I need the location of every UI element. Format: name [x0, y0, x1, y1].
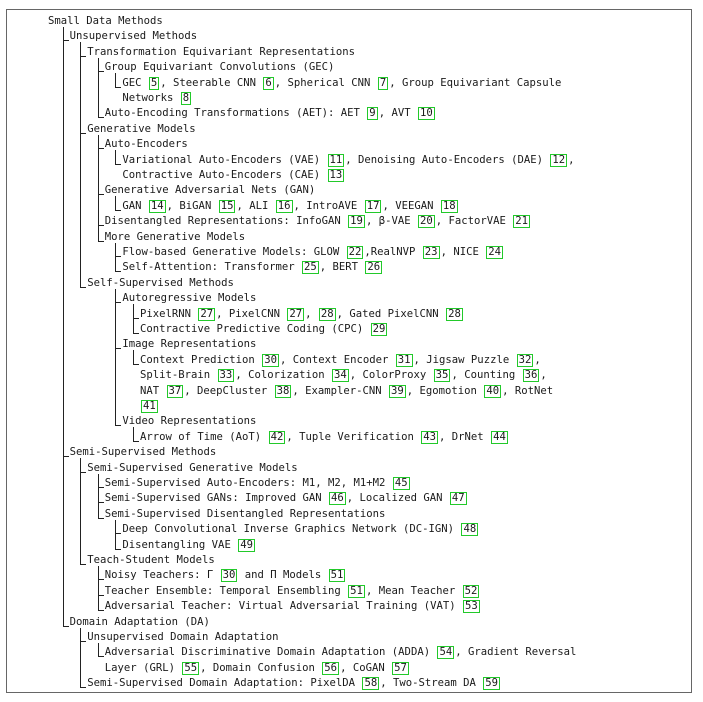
tree-node: [105, 138, 188, 150]
citation-box: 46: [331, 492, 344, 505]
tree-node: [105, 600, 481, 613]
tree-branch-connector: [63, 626, 69, 627]
tree-node: [105, 107, 436, 120]
tree-trunk-connector: [98, 566, 99, 610]
tree-node: [122, 169, 345, 182]
node-text: , PixelCNN: [216, 307, 287, 320]
tree-root-label: [48, 15, 163, 27]
node-text: Auto-Encoders: [104, 138, 188, 151]
node-text: , Gradient Reversal: [455, 646, 577, 659]
citation-box: 19: [350, 215, 363, 228]
citation-box: 51: [330, 569, 344, 582]
node-text: Contractive Auto-Encoders (CAE): [122, 169, 327, 181]
tree-branch-connector: [98, 117, 104, 118]
citation-box: 35: [435, 369, 449, 382]
tree-branch-connector: [98, 241, 104, 242]
citation-box: 13: [329, 169, 343, 181]
node-text: , Mean Teacher: [365, 584, 462, 597]
node-text: Teacher Ensemble: Temporal Ensembling: [104, 584, 348, 597]
citation-box: 8: [182, 92, 190, 104]
citation-box: 55: [184, 661, 198, 674]
citation-box: 31: [397, 353, 411, 366]
tree-node: [122, 292, 256, 304]
tree-trunk-connector: [115, 73, 116, 86]
tree-node: [105, 477, 411, 490]
citation-box: 27: [200, 307, 214, 320]
node-text: , VEEGAN: [382, 199, 440, 212]
node-text: , ColorProxy: [349, 369, 433, 382]
node-text: Domain Adaptation (DA): [69, 615, 210, 628]
tree-node: [70, 30, 198, 42]
node-text: Auto-Encoding Transformations (AET): AET: [104, 107, 367, 120]
tree-branch-connector: [80, 287, 86, 288]
node-text: Split-Brain: [140, 369, 217, 382]
tree-node: [105, 662, 410, 675]
node-text: , ALI: [236, 199, 275, 212]
tree-node: [105, 492, 468, 505]
citation-box: 22: [348, 246, 362, 258]
node-text: ,: [568, 153, 575, 166]
node-text: Deep Convolutional Inverse Graphics Network (DC-IGN): [122, 523, 461, 536]
citation-box: 49: [240, 538, 253, 551]
citation-box: 30: [264, 353, 277, 366]
tree-node: [87, 631, 278, 643]
citation-box: 34: [333, 369, 347, 382]
citation-box: 54: [439, 646, 453, 659]
tree-trunk-connector: [98, 58, 99, 118]
tree-node: [105, 184, 315, 196]
citation-box: 5: [150, 76, 158, 89]
citation-box: 47: [451, 492, 465, 505]
tree-branch-connector: [133, 364, 139, 365]
node-text: , BiGAN: [166, 199, 218, 212]
node-text: , Context Encoder: [279, 353, 395, 366]
node-text: Adversarial Teacher: Virtual Adversarial Training (VAT): [104, 600, 462, 613]
tree-branch-connector: [115, 271, 121, 272]
tree-branch-connector: [98, 518, 104, 519]
node-text: , Group Equivariant Capsule: [389, 76, 562, 89]
citation-box: 29: [372, 323, 386, 335]
node-text: NAT: [140, 384, 166, 397]
node-text: , Localized GAN: [346, 492, 449, 505]
tree-node: [122, 92, 192, 105]
citation-box: 57: [394, 661, 407, 674]
node-text: , Tuple Verification: [286, 430, 421, 443]
node-text: Variational Auto-Encoders (VAE): [122, 153, 327, 166]
node-text: Arrow of Time (AoT): [140, 430, 268, 443]
node-text: , RotNet: [502, 384, 554, 397]
citation-box: 9: [369, 107, 376, 120]
tree-node: [87, 554, 215, 566]
citation-box: 41: [143, 400, 156, 412]
tree-trunk-connector: [115, 150, 116, 163]
tree-node: [87, 123, 195, 135]
node-text: Noisy Teachers: Γ: [104, 569, 220, 582]
node-text: , Domain Confusion: [200, 661, 322, 674]
tree-node: [122, 200, 458, 213]
citation-box: 11: [329, 153, 343, 166]
citation-box: 58: [364, 677, 378, 690]
node-text: , Counting: [451, 369, 522, 382]
tree-node: [87, 677, 501, 690]
tree-branch-connector: [115, 210, 121, 211]
tree-node: [105, 508, 386, 520]
node-text: , BERT: [319, 261, 365, 274]
node-text: , Denoising Auto-Encoders (DAE): [345, 153, 550, 166]
citation-box: 17: [366, 199, 380, 212]
citation-box: 42: [270, 430, 284, 443]
citation-box: 48: [463, 523, 477, 536]
node-text: Group Equivariant Convolutions (GEC): [104, 61, 335, 74]
tree-node: [70, 446, 217, 458]
citation-box: 25: [303, 261, 317, 274]
citation-box: 36: [524, 369, 538, 382]
tree-node: [122, 246, 504, 259]
citation-box: 14: [150, 199, 164, 212]
tree-node: [122, 415, 256, 427]
citation-box: 21: [515, 215, 529, 228]
node-text: , Steerable CNN: [160, 76, 263, 89]
tree-branch-connector: [115, 425, 121, 426]
tree-trunk-connector: [80, 42, 81, 286]
tree-node: [140, 323, 388, 336]
node-text: , Colorization: [235, 369, 331, 382]
tree-trunk-connector: [98, 643, 99, 656]
citation-box: 30: [222, 569, 236, 582]
citation-box: 39: [391, 384, 404, 397]
tree-node: [105, 646, 577, 659]
citation-box: 40: [486, 384, 500, 397]
citation-box: 18: [442, 199, 456, 212]
citation-box: 12: [552, 153, 566, 166]
node-text: and Π Models: [238, 569, 328, 582]
node-text: ,: [534, 353, 541, 366]
citation-box: 7: [379, 76, 387, 89]
tree-trunk-connector: [115, 289, 116, 426]
citation-box: 56: [324, 661, 338, 674]
citation-box: 32: [518, 353, 532, 366]
node-text: , Exampler-CNN: [292, 384, 389, 397]
node-text: Semi-Supervised Domain Adaptation: PixelDA: [87, 677, 362, 690]
node-text: , NICE: [440, 246, 486, 258]
tree-trunk-connector: [63, 27, 64, 626]
citation-box: 10: [419, 107, 433, 120]
node-text: , IntroAVE: [293, 199, 364, 212]
node-text: Self-Supervised Methods: [87, 276, 234, 289]
node-text: Unsupervised Domain Adaptation: [87, 631, 279, 643]
tree-trunk-connector: [133, 427, 134, 440]
tree-branch-connector: [115, 164, 121, 165]
node-text: , β-VAE: [365, 215, 417, 228]
node-text: Small Data Methods: [48, 15, 163, 27]
tree-branch-connector: [98, 656, 104, 657]
node-text: Adversarial Discriminative Domain Adaptation (ADDA): [104, 646, 437, 659]
tree-branch-connector: [133, 333, 139, 334]
node-text: Autoregressive Models: [122, 292, 257, 305]
node-text: Disentangled Representations: InfoGAN: [104, 215, 348, 228]
citation-box: 23: [424, 246, 438, 258]
node-text: Teach-Student Models: [87, 554, 215, 566]
node-text: , CoGAN: [340, 661, 392, 674]
node-text: ,RealNVP: [364, 246, 422, 258]
tree-trunk-connector: [115, 196, 116, 209]
citation-box: 45: [394, 477, 408, 489]
taxonomy-figure: [6, 9, 692, 693]
citation-box: 53: [464, 600, 478, 613]
citation-box: 38: [276, 384, 290, 397]
node-text: Transformation Equivariant Representations: [87, 45, 356, 58]
tree-trunk-connector: [80, 458, 81, 564]
node-text: Generative Models: [87, 122, 196, 135]
citation-box: 15: [220, 199, 234, 212]
node-text: Layer (GRL): [104, 661, 182, 674]
node-text: GEC: [122, 76, 148, 89]
tree-node: [140, 431, 509, 444]
node-text: , Two-Stream DA: [380, 677, 483, 690]
tree-branch-connector: [115, 87, 121, 88]
tree-node: [122, 77, 561, 90]
citation-box: 28: [448, 307, 461, 320]
node-text: PixelRNN: [140, 307, 198, 320]
node-text: , DeepCluster: [184, 384, 274, 397]
node-text: , Jigsaw Puzzle: [413, 353, 516, 366]
tree-trunk-connector: [98, 474, 99, 518]
citation-box: 51: [350, 584, 363, 597]
node-text: More Generative Models: [104, 230, 246, 243]
node-text: , Gated PixelCNN: [336, 307, 446, 320]
node-text: Semi-Supervised GANs: Improved GAN: [104, 492, 329, 505]
node-text: Networks: [122, 92, 180, 104]
node-text: , DrNet: [439, 430, 491, 443]
tree-trunk-connector: [80, 628, 81, 688]
citation-box: 24: [488, 246, 501, 258]
tree-node: [105, 585, 481, 598]
citation-box: 6: [265, 76, 272, 89]
tree-node: [105, 569, 347, 582]
node-text: , Egomotion: [406, 384, 484, 397]
node-text: ,: [540, 369, 547, 382]
tree-node: [87, 462, 297, 474]
tree-branch-connector: [133, 441, 139, 442]
node-text: Semi-Supervised Disentangled Representations: [104, 507, 386, 520]
citation-box: 59: [485, 677, 499, 690]
citation-box: 52: [464, 584, 478, 597]
node-text: Context Prediction: [140, 353, 262, 366]
tree-node: [122, 523, 479, 536]
tree-node: [140, 385, 553, 398]
node-text: , FactorVAE: [435, 215, 513, 228]
node-text: Semi-Supervised Auto-Encoders: M1, M2, M1+M2: [104, 477, 392, 489]
tree-node: [122, 539, 256, 552]
citation-box: 27: [289, 307, 303, 320]
citation-box: 43: [423, 430, 437, 443]
tree-node: [87, 46, 355, 58]
tree-node: [105, 61, 335, 73]
node-text: , AVT: [378, 107, 417, 120]
tree-trunk-connector: [133, 350, 134, 363]
tree-node: [87, 277, 234, 289]
citation-box: 20: [419, 215, 433, 228]
tree-node: [140, 369, 547, 382]
tree-node: [140, 354, 541, 367]
tree-trunk-connector: [115, 520, 116, 549]
node-text: Video Representations: [122, 415, 257, 428]
node-text: Semi-Supervised Generative Models: [87, 461, 298, 474]
tree-node: [105, 215, 531, 228]
node-text: ,: [305, 307, 318, 320]
tree-trunk-connector: [115, 243, 116, 272]
tree-branch-connector: [98, 610, 104, 611]
tree-node: [105, 231, 245, 243]
node-text: Flow-based Generative Models: GLOW: [122, 246, 346, 258]
node-text: Disentangling VAE: [122, 538, 238, 551]
citation-box: 33: [219, 369, 233, 382]
tree-branch-connector: [80, 687, 86, 688]
tree-node: [140, 400, 159, 413]
tree-node: [140, 308, 464, 321]
tree-node: [70, 616, 210, 628]
tree-trunk-connector: [98, 135, 99, 241]
tree-branch-connector: [115, 549, 121, 550]
citation-box: 16: [277, 199, 291, 212]
node-text: Semi-Supervised Methods: [69, 446, 217, 459]
node-text: Self-Attention: Transformer: [122, 261, 301, 274]
citation-box: 44: [493, 430, 506, 443]
tree-node: [122, 154, 574, 167]
tree-node: [122, 261, 383, 274]
tree-trunk-connector: [133, 304, 134, 333]
citation-box: 28: [320, 307, 334, 320]
node-text: Contractive Predictive Coding (CPC): [140, 323, 370, 335]
node-text: Unsupervised Methods: [69, 30, 198, 43]
node-text: Image Representations: [122, 338, 257, 351]
tree-node: [122, 338, 256, 350]
citation-box: 37: [168, 384, 182, 397]
citation-box: 26: [367, 261, 381, 274]
node-text: , Spherical CNN: [274, 76, 377, 89]
node-text: Generative Adversarial Nets (GAN): [104, 184, 316, 197]
node-text: GAN: [122, 199, 148, 212]
tree-branch-connector: [80, 564, 86, 565]
